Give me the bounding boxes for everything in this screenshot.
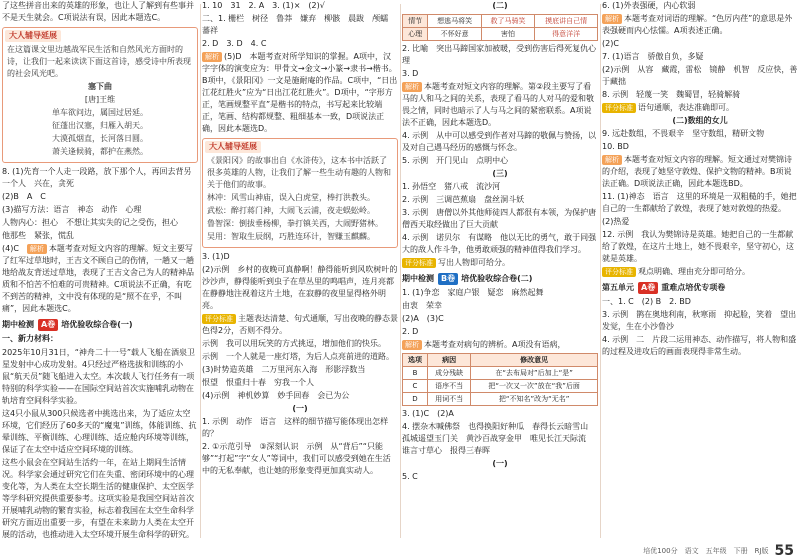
answer-line: 3. 示例 鹊在奥地利南，秋寒雨 抑起脸，笑着 望出发觉，生在小沙鲁沙 [602,310,797,331]
scoring-tag: 评分标准 [602,267,636,277]
extension-body: 《景阳冈》的故事出自《水浒传》，这本书中活跃了很多英雄的人物，让我们了解一些生动有趣的人物和关于他们的故事。 [207,156,391,189]
answer-line: 示例 我可以用玩笑的方式挑逗，增加他们的快乐。 [202,339,386,348]
table-cell: 成分残缺 [427,367,470,380]
section-badge: A卷 [638,282,658,294]
answer-line: 一、1. C (2) B 2. BD [602,297,691,306]
column-2 [202,0,398,545]
poem-line: 大漠孤烟直，长河落日圆。 [52,134,148,143]
section-title: 培优验收综合卷(二) [461,274,533,283]
subsection-label: (二) [492,1,508,10]
table-cell: 想逃马将笑 [428,15,481,28]
analysis-tag: 解析 [402,82,422,92]
answer-line: 5. 示例 开门见山 点明中心 [402,156,509,165]
section-header-unit5 [602,282,798,294]
subsection-label: (三) [492,169,508,178]
poem-line: 单车欲问边，属国过居延。 [52,108,148,117]
analysis-text: 本题考查对短文内容的理解。第②段主要写了看马的人和马之间的关系，表现了看马的人对马的爱和敬畏之情，同时也暗示了人与马之间的紧密联系。A项说法不正确，因此本题选D。 [402,82,594,127]
table-cell: B [403,367,428,380]
extension-item: 吴用：智取生辰纲，巧胜连环计，智赚玉麒麟。 [207,232,375,241]
column-4 [602,0,798,545]
reading-para: 这4只小鼠从300只候选者中挑选出来，为了适应太空环境，它们经历了60多天的“魔鬼”训练，体能训练、抗晕训练、平衡训练、心理训练、适应舱内环境等训练，保证了在太空中适应空间环境的训练。 [2,409,197,454]
answer-line: 8. 示例 轻蔑一笑 魏蜀冒，轻骑解骑 [602,90,741,99]
section-badge: A卷 [38,319,58,331]
answer-line: 由衷 荣幸 [402,301,442,310]
answer-line: 12. 示例 我认为樊锦诗是英雄。她把自己的一生都献给了敦煌，在这片土地上，她不畏艰辛，坚守初心，这就是英雄。 [602,230,794,263]
answer-line: (2)示例 乡村的夜晚可真静啊！静得能听到风吹树叶的沙沙声，静得能听到虫子在草丛里的鸣唱声，连月亮都在静静地注视着这片土地，在寂静的夜里显得格外明亮。 [202,265,398,310]
answer-line: 2. 比喻 突出马蹄国家加被暖，受到伤害后得死复仇心理 [402,44,597,65]
table-header: 选项 [403,354,428,367]
poem-author: [唐]王维 [84,95,116,104]
scoring-text: 观点明确、理由充分即可给分。 [638,267,750,276]
analysis-text: 本题考查对病句的辨析。A项没有语病， [424,340,566,349]
answer-line: 4. 示例 二 片段二运用神态、动作描写，将人物和盛的过程及进攻后的画面表现得非常生动。 [602,335,797,356]
extension-box [202,138,398,248]
extension-title: 大人辅导延展 [205,141,261,153]
extension-title: 大人辅导延展 [5,30,61,42]
scoring-tag: 评分标准 [402,258,436,268]
answer-line: 恨望 恨重归十春 穷我一个人 [202,378,314,387]
answer-q8-3b: 人物内心：担心 不想让其实失的记之受伤，担心 [2,218,178,227]
reading-para: 这些小鼠会在空间站生活约一年，在站上期间生活情况。科学家会通过研究它们在失重、密闭环境中的心理变化等，为人类在太空长期生活的健康保护、太空医学等学科研究提供重要参考。这项实验是我国空间站首次开展哺乳动物的繁育实验，标志着我国在太空生命科学研究方面迈出重要一步，有望在未来助力人类在太空开展的活动，也推动进入太空环境开展生命科学的研究。 [2,458,194,539]
extension-body: 在这篇课文里边越战军民生活和自然风光方面时的诗，让我们一起来读读下面这首诗，感受诗中所表现的社会风光吧。 [7,45,191,78]
extension-item: 鲁智深：倒拔垂杨柳，拳打镇关西，大闹野猪林。 [207,219,383,228]
answer-line: 1. 10 31 2. A 3. (1)× (2)√ [202,1,325,10]
table-cell: 心理 [403,28,428,41]
analysis-text: 本题考查对短文内容的理解。短文主要写了红军过草地时，王吉文不顾自己的伤情，一趟又一趟地给战友背送过草地，表现了王吉文舍己为人的精神品质和不怕苦不怕难的可贵精神。C项说法不正确，有吃不到苦的精神，文中没有体现的是“照不在乎，不叫痛”，因此本题选C。 [2,244,194,313]
answer-line: 3. (1)D [202,252,230,261]
table-cell: 在“去布局对”后加上“是” [471,367,598,380]
sentence-fix-table [402,353,598,406]
answer-line: 4. 摆杂木喊佛祭 也得换阳好种瓜 春得长云暗雪山 孤城遥望玉门关 黄沙百战穿金甲 唯见长江天际流 谁言寸草心 报得三春晖 [402,422,597,455]
answer-line: 3. D [402,69,419,78]
intro-text: 了这些拼音出来的英雄的形象，也让人了解到有些事并不是天生就会。C项说法有误，因此本题选C。 [2,1,194,22]
page-footer [560,541,800,560]
analysis-tag: 解析 [202,52,222,62]
answer-q8-3: (3)描写方法：语言 神态 动作 心理 [2,205,142,214]
answer-q8-4-num: (4)C [2,244,27,253]
table-cell: 语序不当 [427,380,470,393]
answer-line: 3. (1)C (2)A [402,409,454,418]
plot-table [402,14,598,41]
section-title: 培优验收综合卷(一) [61,320,133,329]
analysis-tag: 解析 [402,340,422,350]
poem-title: 塞下曲 [88,82,112,91]
section-header-midterm-a [2,319,198,331]
answer-line: 1. (1)争恋 家庭户银 疑恋 麻然起舞 [402,288,544,297]
table-cell: 不怀好意 [428,28,481,41]
table-cell: 情节 [403,15,428,28]
answer-line: (4)示例 神机妙算 妙手回春 会已为公 [202,391,350,400]
scoring-tag: 评分标准 [602,103,636,113]
answer-line: 4. 示例 从中可以感受到作者对马蹄的敬佩与赞扬，以及对自己遇马经历的感慨与怀念。 [402,131,597,152]
table-header-row [403,354,598,367]
table-header: 修改意见 [471,354,598,367]
column-divider [600,4,601,538]
section-label: 期中检测 [402,274,434,283]
answer-q8: 8. (1)先育一个人走一段路，放下那个人，再回去背另一个人 兴在，贪死 [2,167,192,188]
analysis-text: 本题考查对词语的理解。“色厉内荏”的意思是外表强硬而内心怯懦。A项表述正确。 [602,14,793,35]
table-row [403,393,598,406]
answer-line: 2. D 3. D 4. C [202,39,267,48]
extension-box [2,27,198,163]
column-divider [400,4,401,538]
answer-line: 2. 示例 三调芭蕉扇 盘丝洞斗妖 [402,195,525,204]
answer-line: 7. (1)语言 骄傲自负，多疑 [602,52,704,61]
answer-line: (2)C [602,39,619,48]
answer-line: (2)A (3)C [402,314,444,323]
answer-line: (2)热爱 [602,217,630,226]
column-1 [2,0,198,545]
table-cell: 把“不知名”改为“无名” [471,393,598,406]
reading-para: 2025年10月31日，“神舟二十一号”载人飞船在酒泉卫星发射中心成功发射。4只经过严格选拔和训练的小鼠“航天员”随飞船进入太空。本次载人飞行任务有一项特别的科学实验——在国际空间站首次实施哺乳动物在轨培育空间科学实验。 [2,348,196,405]
analysis-tag: 解析 [602,155,622,165]
scoring-tag: 评分标准 [202,314,236,324]
table-row [403,380,598,393]
table-cell: 害怕 [481,28,534,41]
table-cell: 救了马骑笑 [481,15,534,28]
table-cell: 用词不当 [427,393,470,406]
answer-line: 3. 示例 唐僧以外其他师徒四人都很有本领，为保护唐僧西天取经做出了巨大贡献 [402,208,597,229]
subsection-label: (一) [492,459,508,468]
answer-line: 2. D [402,327,419,336]
answer-line: 6. (1)外表强硬，内心软弱 [602,1,696,10]
answer-line: (2)示例 从容 藏霞，雷松 镜静 机智 反应快，善于藏拙 [602,65,798,86]
answer-line: 4. 示例 诺贝尔 有谋略 他以无比的勇气，敢于同强大的敌人作斗争，他勇敢顽强的精神值得我们学习。 [402,233,597,254]
scoring-text: 写出人物即可给分。 [438,258,510,267]
answer-line: 1. 示例 动作 语言 这样的细节描写能体现出怎样的？ [202,417,389,438]
section-label: 第五单元 [602,283,634,292]
answer-q5 [202,51,398,135]
table-row [403,28,598,41]
table-row [403,15,598,28]
answer-q8-2: (2)B A C [2,192,46,201]
subsection-label: (二)数组的女儿 [672,116,728,125]
subsection-label: (一) [292,404,308,413]
answer-line: 示例 一个人就是一座灯塔，为后人点亮前进的道路。 [202,352,394,361]
answer-line: 5. C [402,472,418,481]
poem-line: 萧关逢候骑，都护在燕然。 [52,147,148,156]
answer-q8-3c: 他那些 紧张，慌乱 [2,231,74,240]
table-cell: 摸底讲自己情 [535,15,598,28]
column-3 [402,0,598,545]
scoring-text: 主题表达清楚、句式通顺，写出夜晚的静态景色得2分，否则不得分。 [202,314,398,335]
answer-q8-4 [2,243,198,315]
table-cell: 得意洋洋 [535,28,598,41]
page-number: 55 [774,542,794,559]
extension-item: 武松：醉打蒋门神，大闹飞云浦，夜走蜈蚣岭。 [207,206,375,215]
answer-line: 11. (1)神态 语言 这里的环境是一双粗糙的手，她把自己的一生都献给了敦煌，表现了她对敦煌的热爱。 [602,192,797,213]
column-divider [200,4,201,538]
answer-line: 9. 远赴数组，不畏艰辛 坚守数组，精研文物 [602,129,765,138]
footer-text: 培优100分 语文 五年级 下册 RJ版 [643,546,769,555]
section-badge: B卷 [438,273,458,285]
section-header-midterm-b [402,273,598,285]
analysis-tag: 解析 [27,244,47,254]
analysis-text: (5)D 本题考查对所学知识的掌握。A项中，汉字字体的演变应为：甲骨文→金文→小篆→隶书→楷书。B项中，《景阳冈》一文是施耐庵的作品。C项中，“日出江花红胜火”应为“日出江花红胜火”。D项中，“字形方正，笔画规整平直”是楷书的特点，书写起来比较端正，笔画、结构都规整、粗细基本一致，D项说法正确，因此本题选D。 [202,52,398,133]
table-header: 病因 [427,354,470,367]
answer-line: 1. 孙悟空 猪八戒 流沙河 [402,182,501,191]
table-cell: D [403,393,428,406]
analysis-tag: 解析 [602,14,622,24]
table-cell: C [403,380,428,393]
table-cell: 把“一次又一次”放在“我”后面 [471,380,598,393]
answer-line: 二、1. 栅栏 树径 鲁莽 嫌弃 柳骸 晨跋 颅蠕 蕃祥 [202,14,397,35]
section-title: 重难点培优专项卷 [661,283,726,292]
table-row [403,367,598,380]
part-heading: 一、新力材料： [2,334,58,343]
answer-line: 10. BD [602,142,629,151]
scoring-text: 语句通顺，表达准确即可。 [638,103,734,112]
section-label: 期中检测 [2,320,34,329]
answer-line: 2. ①示范引导 ③深刻认识 示例 从“背后”“只能够”“打起”字“女人”等词中，我们可以感受到她在生活中的无私奉献，也让她的形象变得更加真实动人。 [202,442,391,475]
extension-item: 林冲：风雪山神庙，误入白虎堂，棒打洪教头。 [207,193,375,202]
answer-line: (3)时势造英雄 二万里河东入海 形影浮数当 [202,365,366,374]
poem-line: 征蓬出汉塞，归雁入胡天。 [52,121,148,130]
analysis-text: 本题考查对短文内容的理解。短文通过对樊锦诗的介绍，表现了她坚守敦煌、保护文物的精神。B项说法正确。D项说法正确，因此本题选BD。 [602,155,792,188]
